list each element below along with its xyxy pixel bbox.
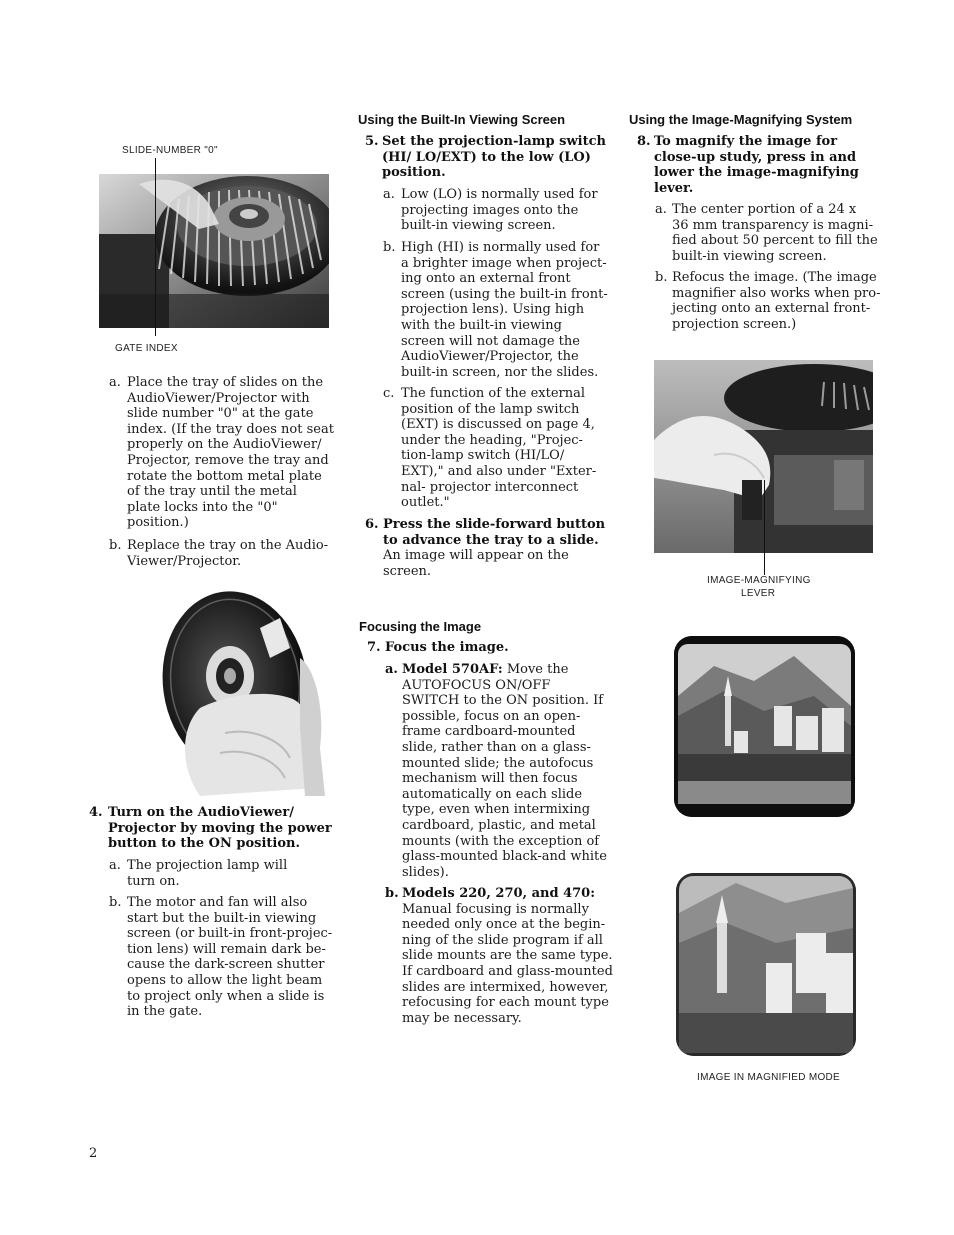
step-4b-text: The motor and fan will also start but the built-in viewing screen (or built-in front-projec- tion lens) will remain dark be- cause the dark-screen shutter opens to allow the light beam to project only when a slide is in the gate. — [127, 895, 333, 1020]
step-7b-marker: b. — [385, 886, 399, 901]
step-7a-marker: a. — [385, 662, 398, 677]
step-5a-text: Low (LO) is normally used for projecting images onto the built-in viewing screen. — [401, 187, 598, 234]
step-7a-text: Model 570AF: Move the AUTOFOCUS ON/OFF SWITCH to the ON position. If possible, focus on an open- frame cardboard-mounted slide, rather than on a glass- mounted slide; the autofocus mechanism will then focus automatically on each slide type, even when intermixing cardboard, plastic, and metal mounts (with the exception of glass-mounted black-and white slides). — [402, 662, 607, 880]
caption-lever-line-1: IMAGE-MAGNIFYING — [707, 575, 811, 586]
leader-line-lever — [764, 480, 765, 575]
item-b-text: Replace the tray on the Audio- Viewer/Projector. — [127, 538, 329, 569]
step-8a-marker: a. — [655, 202, 667, 217]
caption-slide-number: SLIDE-NUMBER "0" — [122, 145, 218, 156]
item-b-marker: b. — [109, 538, 122, 553]
photo-screen-normal-view — [674, 636, 855, 817]
page-number: 2 — [89, 1146, 98, 1161]
leader-line-slide-gate — [155, 158, 156, 336]
step-5-text: Set the projection-lamp switch (HI/ LO/EXT) to the low (LO) position. — [382, 134, 606, 181]
photo-hands-holding-tray — [140, 588, 325, 796]
step-6-text: Press the slide-forward button to advance the tray to a slide. An image will appear on the screen. — [383, 517, 606, 579]
step-6-number: 6. — [365, 517, 379, 532]
photo-slide-tray — [99, 174, 329, 328]
caption-gate-index: GATE INDEX — [115, 343, 178, 354]
caption-magnified-mode: IMAGE IN MAGNIFIED MODE — [697, 1072, 841, 1083]
step-5c-text: The function of the external position of the lamp switch (EXT) is discussed on page 4, under the heading, "Projec- tion-lamp switch (HI/LO/ EXT)," and also under "Exter- nal- projector interconnect outlet." — [401, 386, 597, 511]
step-5b-text: High (HI) is normally used for a brighter image when project- ing onto an external front screen (using the built-in front- projection lens). Using high with the built-in viewing screen will not damage the AudioViewer/Projector, the built-in screen, nor the slides. — [401, 240, 608, 380]
step-8-number: 8. — [637, 134, 651, 149]
step-8b-marker: b. — [655, 270, 668, 285]
step-7-text: Focus the image. — [385, 640, 509, 655]
step-8a-text: The center portion of a 24 x 36 mm transparency is magni- fied about 50 percent to fill the built-in viewing screen. — [672, 202, 878, 264]
step-5-number: 5. — [365, 134, 379, 149]
item-a-text: Place the tray of slides on the AudioViewer/Projector with slide number "0" at the gate index. (If the tray does not seat properly on the AudioViewer/ Projector, remove the tray and rotate the bottom metal plate of the tray until the metal plate locks into the "0" position.) — [127, 375, 334, 531]
step-4a-text: The projection lamp will turn on. — [127, 858, 288, 889]
step-7b-text: Models 220, 270, and 470: Manual focusing is normally needed only once at the begin- ning of the slide program if all slide mounts are the same type. If cardboard and glass-mounted slides are intermixed, however, refocusing for each mount type may be necessary. — [402, 886, 613, 1026]
photo-screen-magnified-view — [676, 873, 856, 1056]
item-a-marker: a. — [109, 375, 121, 390]
step-5a-marker: a. — [383, 187, 395, 202]
heading-built-in-viewing-screen: Using the Built-In Viewing Screen — [358, 112, 566, 127]
step-5c-marker: c. — [383, 386, 395, 401]
step-4-text: Turn on the AudioViewer/ Projector by moving the power button to the ON position. — [108, 805, 332, 852]
step-4-number: 4. — [89, 805, 103, 820]
caption-lever-line-2: LEVER — [741, 588, 776, 599]
step-4a-marker: a. — [109, 858, 121, 873]
heading-focusing-the-image: Focusing the Image — [359, 619, 482, 634]
step-8-text: To magnify the image for close-up study, press in and lower the image-magnifying lever. — [654, 134, 859, 196]
step-8b-text: Refocus the image. (The image magnifier also works when pro- jecting onto an external front- projection screen.) — [672, 270, 881, 332]
heading-image-magnifying-system: Using the Image-Magnifying System — [629, 112, 853, 127]
step-5b-marker: b. — [383, 240, 396, 255]
step-7-number: 7. — [367, 640, 381, 655]
step-4b-marker: b. — [109, 895, 122, 910]
